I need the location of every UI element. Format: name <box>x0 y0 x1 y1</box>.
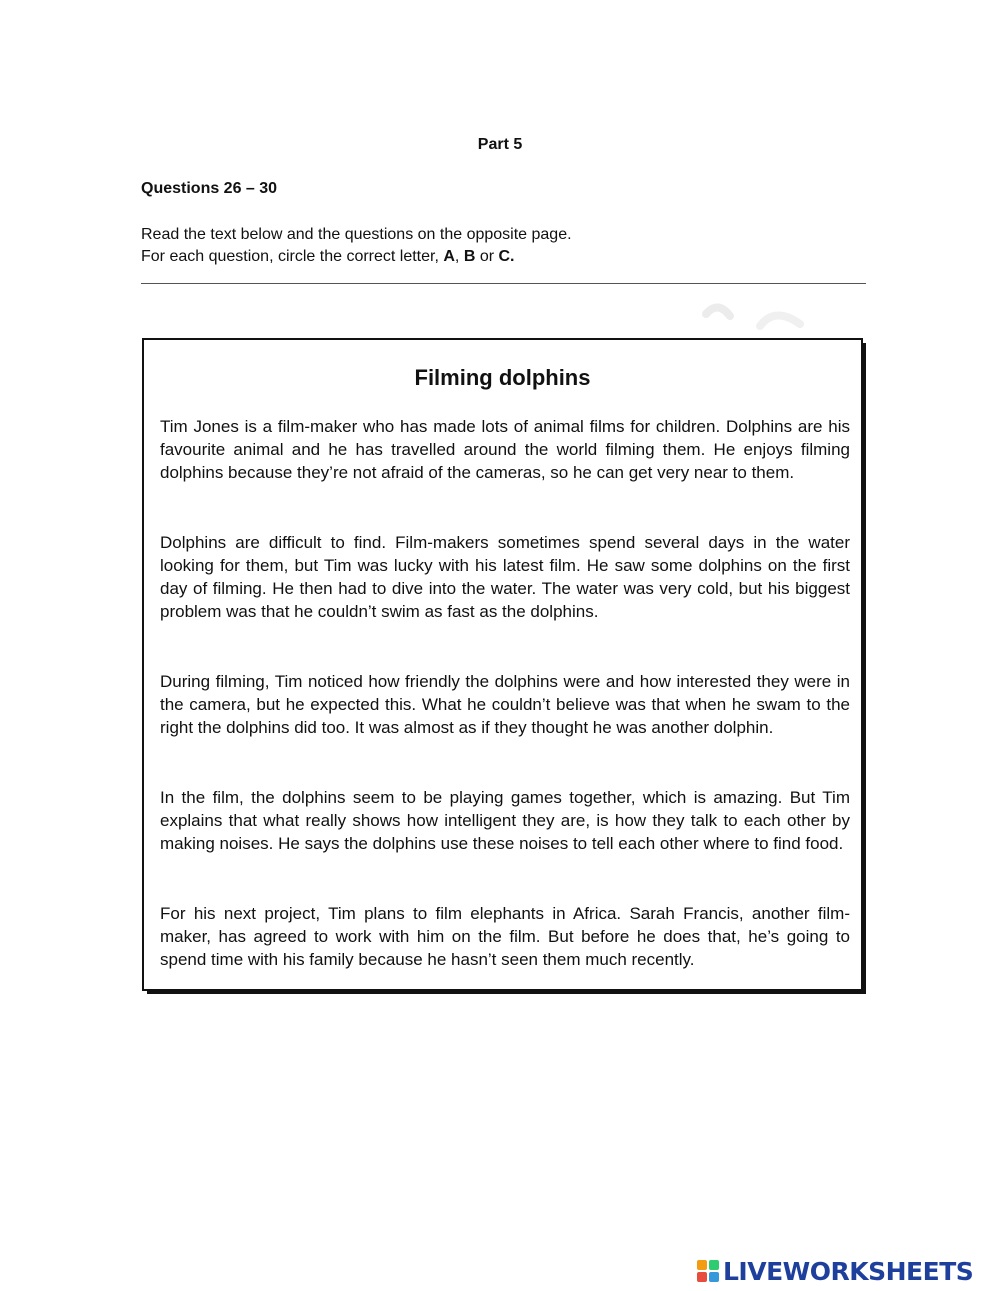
divider-rule <box>141 283 866 284</box>
brand-name: LIVEWORKSHEETS <box>723 1256 974 1286</box>
or-text: or <box>475 248 499 265</box>
part-title: Part 5 <box>477 136 523 153</box>
instructions <box>141 224 572 268</box>
instruction-prefix: For each question, circle the correct letter, <box>141 248 444 265</box>
option-c: C. <box>498 248 515 265</box>
logo-square-1 <box>697 1260 707 1270</box>
passage-paragraph-3: During filming, Tim noticed how friendly the dolphins were and how interested they were in the camera, but he expected this. What he couldn’t believe was that when he swam to the right the dolphins did too. It was almost as if they thought he was another dolphin. <box>160 672 850 737</box>
instruction-line-2 <box>141 246 572 268</box>
passage-title: Filming dolphins <box>414 365 591 390</box>
faint-watermark <box>700 296 820 336</box>
passage-paragraph-2: Dolphins are difficult to find. Film-makers sometimes spend several days in the water looking for them, but Tim was lucky with his latest film. He saw some dolphins on the first day of filming. He then had to dive into the water. The water was very cold, but his biggest problem was that he couldn’t swim as fast as the dolphins. <box>160 533 850 621</box>
option-b: B <box>463 248 476 265</box>
passage-box <box>142 338 863 991</box>
instruction-line-1: Read the text below and the questions on the opposite page. <box>141 226 572 243</box>
questions-title: Questions 26 – 30 <box>141 180 278 197</box>
passage-paragraph-1: Tim Jones is a film-maker who has made lots of animal films for children. Dolphins are his favourite animal and he has travelled around the world filming them. He enjoys filming dolphins because they’re not afraid of the cameras, so he can get very near to them. <box>160 417 850 482</box>
option-a: A <box>443 248 455 265</box>
liveworksheets-brand <box>697 1254 973 1288</box>
passage-paragraph-4: In the film, the dolphins seem to be playing games together, which is amazing. But Tim explains that what really shows how intelligent they are, is how they talk to each other by making noises. He says the dolphins use these noises to tell each other where to find food. <box>160 788 850 853</box>
logo-square-4 <box>709 1272 719 1282</box>
passage-paragraph-5: For his next project, Tim plans to film elephants in Africa. Sarah Francis, another film-maker, has agreed to work with him on the film. But before he does that, he’s going to spend time with his family because he hasn’t seen them much recently. <box>160 904 850 969</box>
comma: , <box>454 248 464 265</box>
liveworksheets-logo-icon <box>697 1260 719 1282</box>
logo-square-2 <box>709 1260 719 1270</box>
logo-square-3 <box>697 1272 707 1282</box>
